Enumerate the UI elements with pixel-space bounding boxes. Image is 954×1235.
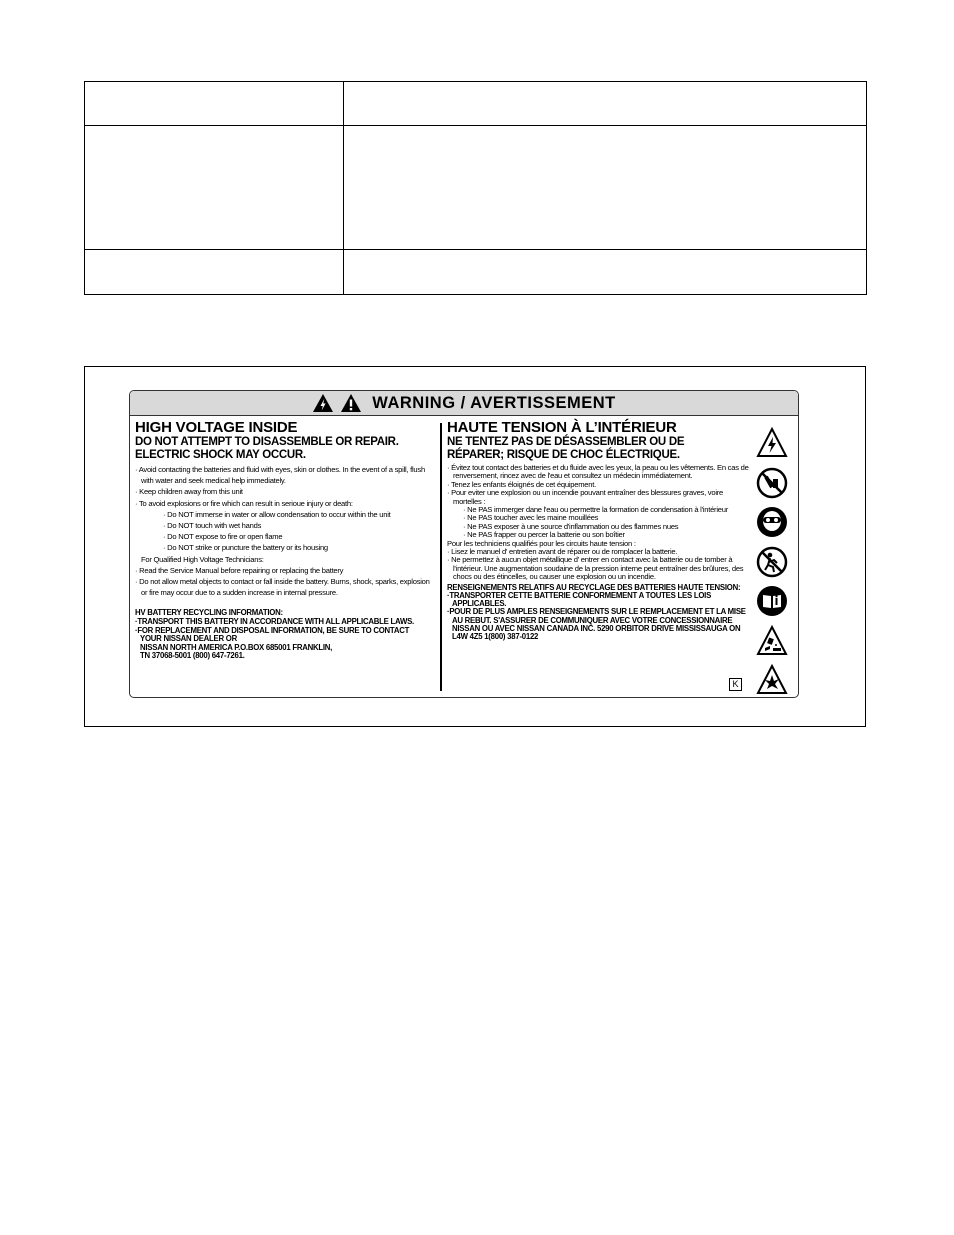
list-item: · Tenez les enfants éloignés de cet équipement. bbox=[447, 479, 596, 489]
list-item: · Avoid contacting the batteries and fluid with eyes, skin or clothes. In the event of a spill, flush with water and seek medical help immediately. bbox=[135, 465, 425, 486]
spec-table bbox=[84, 81, 867, 295]
table-cell bbox=[85, 82, 344, 126]
fr-subheading: RÉPARER; RISQUE DE CHOC ÉLECTRIQUE. bbox=[447, 449, 680, 461]
table-cell bbox=[85, 250, 344, 295]
list-item: YOUR NISSAN DEALER OR bbox=[140, 634, 237, 644]
en-subheading: DO NOT ATTEMPT TO DISASSEMBLE OR REPAIR. bbox=[135, 436, 399, 448]
eye-protection-icon bbox=[756, 506, 788, 538]
english-column bbox=[135, 419, 437, 661]
no-disassembly-icon bbox=[756, 467, 788, 499]
list-item: · Ne PAS toucher avec les maine mouillées bbox=[463, 513, 599, 523]
list-item: · Lisez le manuel d' entretien avant de réparer ou de romplacer la batterie. bbox=[447, 547, 678, 557]
list-item: · Keep children away from this unit bbox=[135, 487, 243, 497]
table-cell bbox=[344, 82, 867, 126]
en-heading: HIGH VOLTAGE INSIDE bbox=[135, 419, 298, 436]
fr-heading: HAUTE TENSION À L’INTÉRIEUR bbox=[447, 419, 677, 436]
list-item: · Pour eviter une explosion ou un incendie pouvant entraîner des blessures graves, voire mortelles : bbox=[447, 488, 724, 506]
k-mark: K bbox=[729, 678, 742, 691]
list-item: · Read the Service Manual before repairing or replacing the battery bbox=[135, 565, 344, 575]
explosion-icon bbox=[756, 664, 788, 696]
list-item: · Ne permettez à aucun objet métallique d' entrer en contact avec la batterie ou de tomber à l'intérieur. Une augmentation soudaine de la pression interne peut entraîner des brûlures, des chocs ou des étincelles, ou causer une explosion ou un incendie. bbox=[447, 555, 744, 582]
warning-title: WARNING / AVERTISSEMENT bbox=[372, 393, 616, 412]
table-cell bbox=[85, 126, 344, 250]
list-item: · Do NOT touch with wet hands bbox=[163, 521, 262, 531]
list-item: · Do NOT expose to fire or open flame bbox=[163, 532, 283, 542]
warning-label bbox=[129, 390, 799, 698]
warning-triangle-icon bbox=[340, 393, 362, 413]
fr-instructions bbox=[447, 464, 753, 582]
list-item: · Do not allow metal objects to contact or fall inside the battery. Burns, shock, sparks, explosion or fire may occur due to a sudden increase in internal pressure. bbox=[135, 577, 430, 598]
list-item: · Ne PAS exposer à une source d'inflammation ou des flammes nues bbox=[463, 521, 679, 531]
recycling-title: HV BATTERY RECYCLING INFORMATION: bbox=[135, 608, 283, 618]
list-item: TN 37068-5001 (800) 647-7261. bbox=[140, 651, 245, 661]
label-figure bbox=[84, 366, 866, 727]
list-item: Pour les techniciens qualifiés pour les circuits haute tension : bbox=[447, 538, 636, 548]
recycling-title: RENSEIGNEMENTS RELATIFS AU RECYCLAGE DES BATTERIES HAUTE TENSION: bbox=[447, 582, 741, 592]
high-voltage-icon bbox=[756, 427, 788, 459]
list-item: NISSAN NORTH AMERICA P.O.BOX 685001 FRANKLIN, bbox=[140, 642, 333, 652]
list-item: ·POUR DE PLUS AMPLES RENSEIGNEMENTS SUR LE REMPLACEMENT ET LA MISE AU REBUT. S'ASSURER DE COMMUNIQUER AVEC VOTRE CONCESSIONNAIRE NISSAN OU AVEC NISSAN CANADA INC. 5290 ORBITOR DRIVE MISSISSAUGA ON L4W 4Z5 1(800) 387-0122 bbox=[447, 607, 746, 641]
list-item: · Ne PAS frapper ou percer la batterie ou son boîtier bbox=[463, 530, 625, 540]
read-manual-icon bbox=[756, 585, 788, 617]
en-subheading: ELECTRIC SHOCK MAY OCCUR. bbox=[135, 449, 306, 461]
en-recycling-info bbox=[135, 609, 437, 661]
keep-children-away-icon bbox=[756, 546, 788, 578]
list-item: · Ne PAS immerger dane l'eau ou permettre la formation de condensation à l'intérieur bbox=[463, 505, 728, 515]
column-divider bbox=[440, 423, 442, 691]
fr-recycling-info bbox=[447, 584, 753, 641]
french-column bbox=[447, 419, 753, 641]
fr-subheading: NE TENTEZ PAS DE DÉSASSEMBLER OU DE bbox=[447, 436, 685, 448]
table-cell bbox=[344, 250, 867, 295]
safety-pictograms bbox=[756, 427, 792, 698]
electrical-warning-icon bbox=[312, 393, 334, 413]
corrosive-icon bbox=[756, 625, 788, 657]
list-item: · Do NOT strike or puncture the battery or its housing bbox=[163, 543, 328, 553]
list-item: · To avoid explosions or fire which can result in serioue injury or death: bbox=[135, 498, 353, 508]
list-item: ·TRANSPORT THIS BATTERY IN ACCORDANCE WITH ALL APPLICABLE LAWS. bbox=[135, 617, 414, 627]
list-item: ·FOR REPLACEMENT AND DISPOSAL INFORMATION, BE SURE TO CONTACT bbox=[135, 625, 410, 635]
list-item: ·TRANSPORTER CETTE BATTERIE CONFORMEMENT A TOUTES LES LOIS APPLICABLES. bbox=[447, 590, 712, 609]
list-item: · Do NOT immerse in water or allow condensation to occur within the unit bbox=[163, 509, 391, 519]
warning-header bbox=[130, 391, 798, 416]
en-instructions bbox=[135, 464, 437, 598]
list-item: · Évitez tout contact des batteries et du fluide avec les yeux, la peau ou les vêtements. En cas de renversement, rincez avec de l'eau et consultez un médecin immédiatement. bbox=[447, 463, 749, 481]
list-item: For Qualified High Voltage Technicians: bbox=[141, 554, 264, 564]
table-cell bbox=[344, 126, 867, 250]
